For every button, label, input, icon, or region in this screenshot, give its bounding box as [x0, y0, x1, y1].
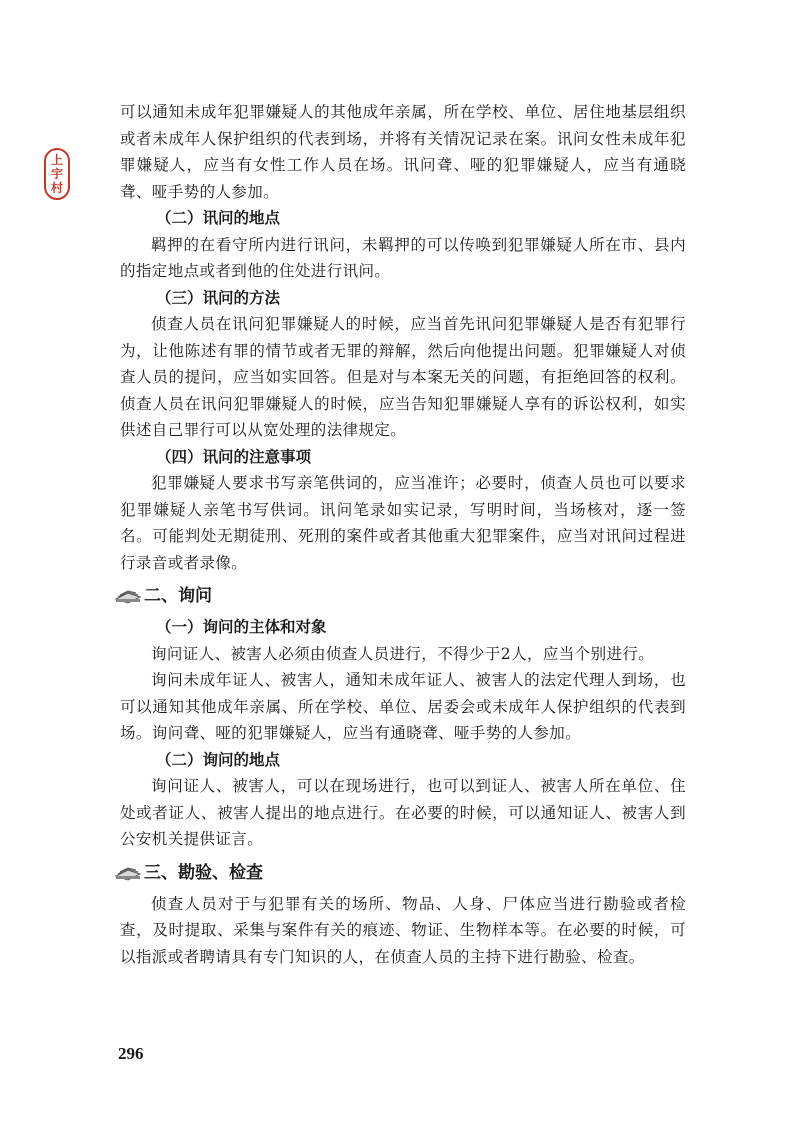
subheading: （四）讯问的注意事项 [156, 447, 312, 466]
subheading: （二）讯问的地点 [156, 209, 281, 227]
subheading: （二）询问的地点 [156, 750, 281, 769]
seal-char: 上 [50, 153, 63, 167]
seal-char: 村 [50, 181, 63, 195]
paragraph: 侦查人员对于与犯罪有关的场所、物品、人身、尸体应当进行勘验或者检查，及时提取、采集与案件有关的痕迹、物证、生物样本等。在必要的时候，可以指派或者聘请具有专门知识的人，在侦查人员的主持下进行勘验、检查。 [120, 894, 686, 966]
paragraph: 询问证人、被害人必须由侦查人员进行，不得少于2人，应当个别进行。 [151, 644, 655, 663]
paragraph: 可以通知未成年犯罪嫌疑人的其他成年亲属，所在学校、单位、居住地基层组织或者未成年人保护组织的代表到场，并将有关情况记录在案。讯问女性未成年犯罪嫌疑人，应当有女性工作人员在场。讯问聋、哑的犯罪嫌疑人，应当有通晓聋、哑手势的人参加。 [120, 103, 686, 201]
paragraph: 犯罪嫌疑人要求书写亲笔供词的，应当准许；必要时，侦查人员也可以要求犯罪嫌疑人亲笔书写供词。讯问笔录如实记录，写明时间，当场核对，逐一签名。可能判处无期徒刑、死刑的案件或者其他重大犯罪案件，应当对讯问过程进行录音或者录像。 [120, 474, 686, 572]
book-icon [114, 587, 142, 605]
section-title: 三、勘验、检查 [144, 862, 263, 883]
page-content [120, 99, 686, 970]
section-title: 二、询问 [144, 586, 212, 606]
subheading: （一）询问的主体和对象 [156, 618, 327, 636]
seal-logo [44, 148, 70, 200]
page-number: 296 [118, 1044, 144, 1063]
paragraph: 羁押的在看守所内进行讯问，未羁押的可以传唤到犯罪嫌疑人所在市、县内的指定地点或者到他的住处进行讯问。 [120, 235, 686, 280]
book-icon [114, 864, 142, 882]
section-heading [114, 582, 686, 610]
section-heading [114, 859, 686, 887]
paragraph: 询问未成年证人、被害人，通知未成年证人、被害人的法定代理人到场，也可以通知其他成年亲属、所在学校、单位、居委会或未成年人保护组织的代表到场。询问聋、哑的犯罪嫌疑人，应当有通晓聋、哑手势的人参加。 [120, 671, 686, 742]
paragraph: 侦查人员在讯问犯罪嫌疑人的时候，应当首先讯问犯罪嫌疑人是否有犯罪行为，让他陈述有罪的情节或者无罪的辩解，然后向他提出问题。犯罪嫌疑人对侦查人员的提问，应当如实回答。但是对与本案无关的问题，有拒绝回答的权利。侦查人员在讯问犯罪嫌疑人的时候，应当告知犯罪嫌疑人享有的诉讼权利，如实供述自己罪行可以从宽处理的法律规定。 [120, 315, 686, 439]
seal-char: 宇 [50, 167, 63, 181]
subheading: （三）讯问的方法 [156, 288, 281, 307]
paragraph: 询问证人、被害人，可以在现场进行，也可以到证人、被害人所在单位、住处或者证人、被害人提出的地点进行。在必要的时候，可以通知证人、被害人到公安机关提供证言。 [120, 777, 686, 848]
